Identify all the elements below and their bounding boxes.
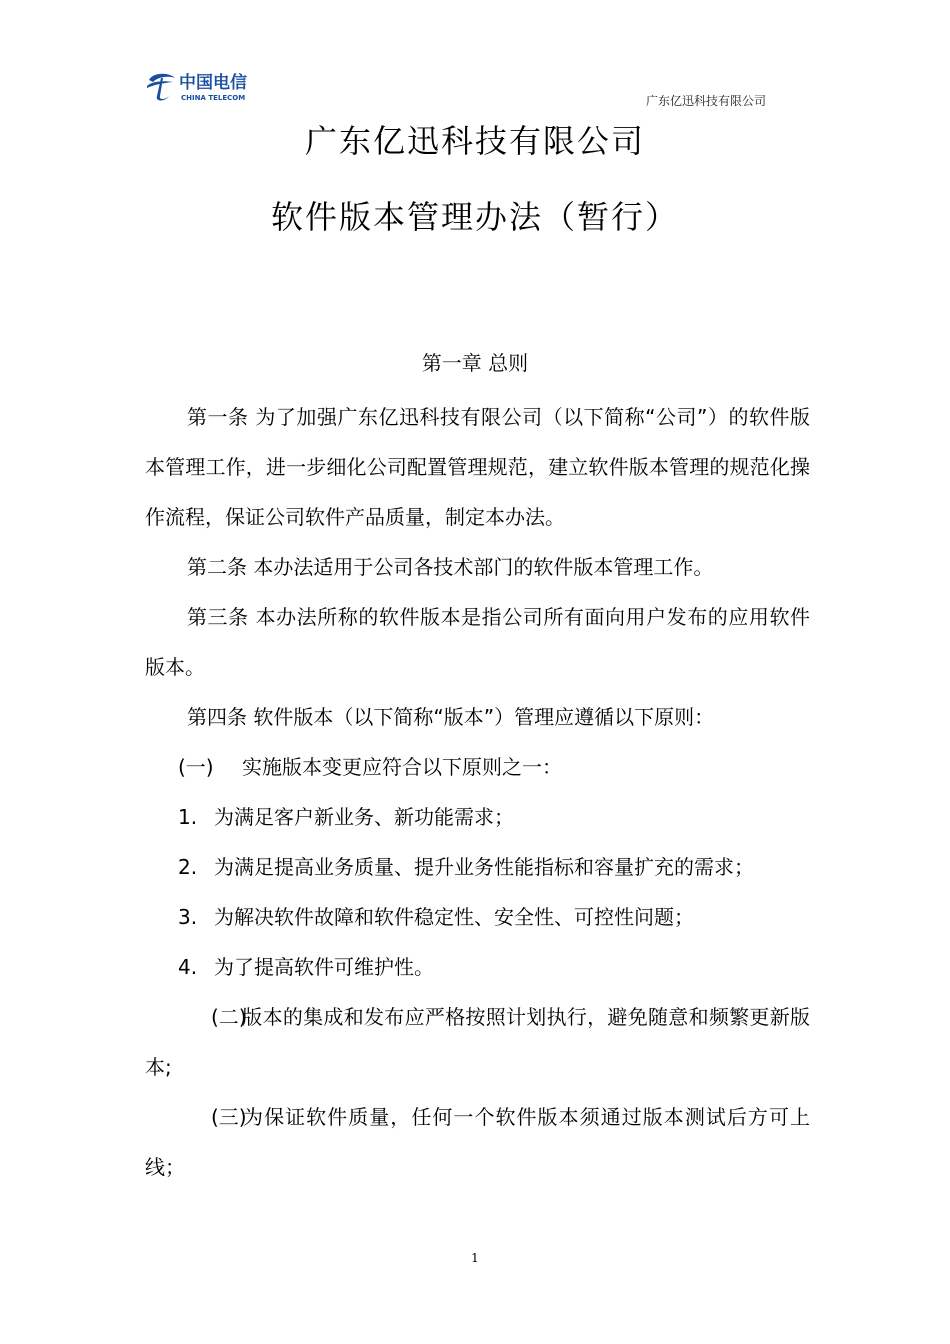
- item-number: 1.: [178, 805, 198, 829]
- item-number: 3.: [178, 905, 198, 929]
- list-item: [145, 842, 810, 892]
- item-text: 版本的集成和发布应严格按照计划执行，避免随意和频繁更新版本;: [145, 1005, 810, 1079]
- document-body: [145, 392, 810, 1192]
- item-text: 为满足客户新业务、新功能需求；: [214, 805, 514, 829]
- item-number: 2.: [178, 855, 198, 879]
- article-4: 第四条 软件版本（以下简称“版本”）管理应遵循以下原则：: [187, 705, 715, 729]
- item-number: 4.: [178, 955, 198, 979]
- principle-item: [145, 742, 810, 792]
- principle-item: [145, 992, 810, 1092]
- document-subtitle: 软件版本管理办法（暂行）: [270, 198, 679, 236]
- china-telecom-logo-icon: [143, 66, 261, 104]
- item-number: (二): [211, 1005, 247, 1029]
- item-number: (一): [178, 755, 214, 779]
- article-2: 第二条 本办法适用于公司各技术部门的软件版本管理工作。: [187, 555, 714, 579]
- principle-item: [145, 1092, 810, 1192]
- item-text: 实施版本变更应符合以下原则之一：: [242, 755, 562, 779]
- document-title: 广东亿迅科技有限公司: [304, 122, 645, 160]
- list-item: [145, 892, 810, 942]
- logo-en-text: CHINA TELECOM: [181, 94, 246, 102]
- list-item: [145, 792, 810, 842]
- china-telecom-logo: [143, 66, 261, 104]
- item-text: 为满足提高业务质量、提升业务性能指标和容量扩充的需求；: [214, 855, 754, 879]
- page-number: 1: [471, 1251, 479, 1265]
- chapter-heading: 第一章 总则: [421, 351, 529, 375]
- header-company-name: 广东亿迅科技有限公司: [645, 94, 766, 108]
- logo-cn-text: 中国电信: [179, 73, 247, 93]
- item-text: 为保证软件质量，任何一个软件版本须通过版本测试后方可上线；: [145, 1105, 810, 1179]
- item-text: 为解决软件故障和软件稳定性、安全性、可控性问题；: [214, 905, 694, 929]
- article-3: 第三条 本办法所称的软件版本是指公司所有面向用户发布的应用软件版本。: [145, 605, 810, 679]
- item-number: (三): [211, 1105, 247, 1129]
- item-text: 为了提高软件可维护性。: [214, 955, 434, 979]
- list-item: [145, 942, 810, 992]
- article-1: 第一条 为了加强广东亿迅科技有限公司（以下简称“公司”）的软件版本管理工作，进一步细化公司配置管理规范，建立软件版本管理的规范化操作流程，保证公司软件产品质量，制定本办法。: [145, 405, 810, 529]
